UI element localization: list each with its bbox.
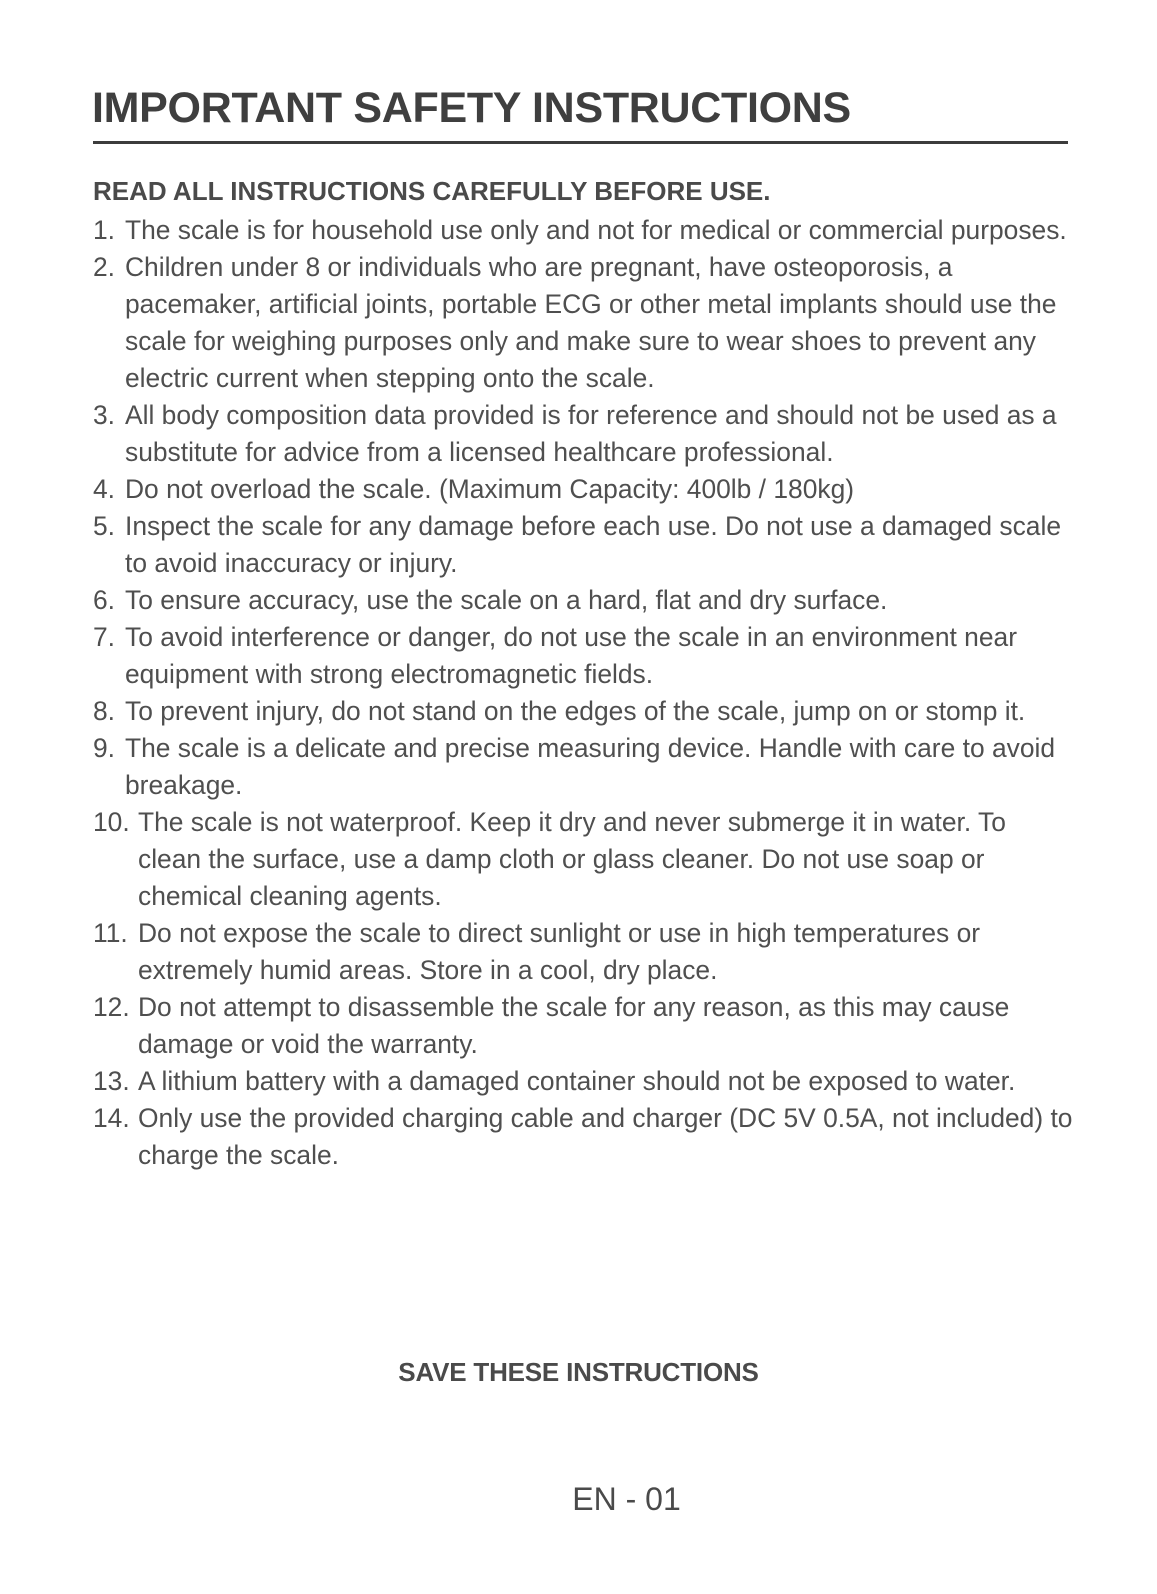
item-number: 6. <box>93 585 116 615</box>
instruction-item-12 <box>93 989 1073 1063</box>
instruction-item-10 <box>93 804 1073 915</box>
instruction-item-1 <box>93 212 1073 249</box>
item-number: 14. <box>93 1103 130 1133</box>
item-text: The scale is a delicate and precise measuring device. Handle with care to avoid breakage. <box>125 733 1056 800</box>
instruction-item-6 <box>93 582 1073 619</box>
instruction-item-5 <box>93 508 1073 582</box>
item-text: Do not expose the scale to direct sunlight or use in high temperatures or extremely humid areas. Store in a cool, dry place. <box>138 918 981 985</box>
item-text: Do not attempt to disassemble the scale for any reason, as this may cause damage or void the warranty. <box>138 992 1010 1059</box>
instruction-item-3 <box>93 397 1073 471</box>
page-number: EN - 01 <box>572 1481 681 1517</box>
intro-heading: READ ALL INSTRUCTIONS CAREFULLY BEFORE USE. <box>93 176 771 206</box>
item-number: 11. <box>93 918 128 948</box>
instruction-item-11 <box>93 915 1073 989</box>
item-text: The scale is not waterproof. Keep it dry and never submerge it in water. To clean the surface, use a damp cloth or glass cleaner. Do not use soap or chemical cleaning agents. <box>138 807 1006 911</box>
item-number: 5. <box>93 511 116 541</box>
item-number: 2. <box>93 252 116 282</box>
item-number: 7. <box>93 622 116 652</box>
item-number: 10. <box>93 807 130 837</box>
item-text: Only use the provided charging cable and charger (DC 5V 0.5A, not included) to charge the scale. <box>138 1103 1073 1170</box>
instruction-item-9 <box>93 730 1073 804</box>
item-text: To prevent injury, do not stand on the edges of the scale, jump on or stomp it. <box>125 696 1026 726</box>
instruction-list <box>93 212 1073 1174</box>
page-title: IMPORTANT SAFETY INSTRUCTIONS <box>92 84 851 132</box>
item-number: 13. <box>93 1066 130 1096</box>
item-text: A lithium battery with a damaged container should not be exposed to water. <box>138 1066 1016 1096</box>
instruction-item-13 <box>93 1063 1073 1100</box>
item-text: All body composition data provided is for reference and should not be used as a substitute for advice from a licensed healthcare professional. <box>125 400 1057 467</box>
item-number: 12. <box>93 992 130 1022</box>
item-text: The scale is for household use only and not for medical or commercial purposes. <box>125 215 1067 245</box>
instructions-content <box>93 173 1073 1174</box>
title-divider <box>93 141 1068 144</box>
instruction-item-2 <box>93 249 1073 397</box>
item-text: Children under 8 or individuals who are pregnant, have osteoporosis, a pacemaker, artificial joints, portable ECG or other metal implants should use the scale for weighing purposes only and make sure to wear shoes to prevent any electric current when stepping onto the scale. <box>125 252 1057 393</box>
instruction-item-14 <box>93 1100 1073 1174</box>
instruction-item-8 <box>93 693 1073 730</box>
instruction-item-7 <box>93 619 1073 693</box>
item-text: Do not overload the scale. (Maximum Capacity: 400lb / 180kg) <box>125 474 855 504</box>
item-number: 9. <box>93 733 116 763</box>
item-text: To ensure accuracy, use the scale on a hard, flat and dry surface. <box>125 585 888 615</box>
item-number: 4. <box>93 474 116 504</box>
item-text: To avoid interference or danger, do not use the scale in an environment near equipment with strong electromagnetic fields. <box>125 622 1017 689</box>
item-number: 1. <box>93 215 116 245</box>
closing-note: SAVE THESE INSTRUCTIONS <box>398 1357 759 1387</box>
instruction-item-4 <box>93 471 1073 508</box>
item-number: 8. <box>93 696 116 726</box>
item-text: Inspect the scale for any damage before each use. Do not use a damaged scale to avoid inaccuracy or injury. <box>125 511 1061 578</box>
item-number: 3. <box>93 400 116 430</box>
